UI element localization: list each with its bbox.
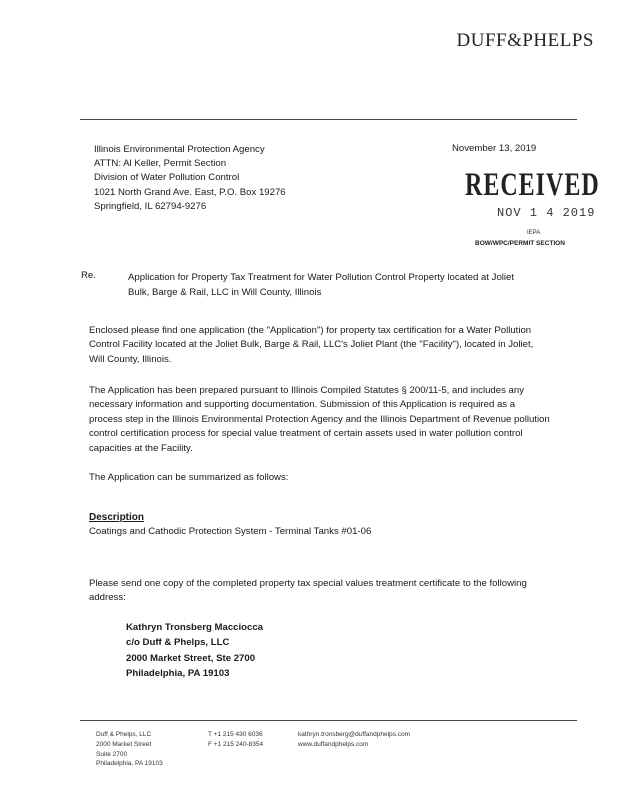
paragraph-prepared: The Application has been prepared pursuant to Illinois Compiled Statutes § 200/11-5, and includes any necessary information and supporting documentation. Submission of this Application is required as a process step in the Illinois Environmental Protection Agency and the Illinois Department of Revenue pollution control certification process for special value treatment of certain assets used in water pollution control capacities at the Facility. (89, 385, 550, 454)
address-line: Illinois Environmental Protection Agency (94, 144, 265, 155)
address-line: ATTN: Al Keller, Permit Section (94, 158, 227, 170)
re-subject: Application for Property Tax Treatment for Water Pollution Control Property located at Joliet Bulk, Barge & Rail, LLC in Will County, Illinois (128, 272, 515, 298)
send-to-line: Kathryn Tronsberg Macciocca (126, 622, 264, 633)
send-to-line: 2000 Market Street, Ste 2700 (126, 652, 256, 664)
footer-address (96, 730, 163, 769)
paragraph-send-request: Please send one copy of the completed property tax special values treatment certificate to the following address: (89, 578, 527, 604)
send-to-line: Philadelphia, PA 19103 (126, 667, 230, 679)
footer-line: Duff & Phelps, LLC (96, 731, 152, 738)
address-line: Springfield, IL 62794-9276 (94, 200, 207, 212)
send-to-line: c/o Duff & Phelps, LLC (126, 637, 230, 649)
received-stamp (465, 164, 605, 256)
footer-contacts (298, 730, 410, 750)
address-line: 1021 North Grand Ave. East, P.O. Box 19276 (94, 186, 286, 198)
footer-divider (80, 720, 577, 721)
description-text: Coatings and Cathodic Protection System - Terminal Tanks #01-06 (89, 526, 372, 537)
footer-line: 2000 Market Street (96, 740, 152, 748)
stamp-date: NOV 1 4 2019 (497, 206, 596, 220)
stamp-section: BOW/WPC/PERMIT SECTION (475, 240, 565, 247)
address-line: Division of Water Pollution Control (94, 172, 240, 184)
letter-date: November 13, 2019 (452, 143, 537, 154)
footer-phones (208, 730, 263, 750)
paragraph-enclosed: Enclosed please find one application (the "Application") for property tax certification for a Water Pollution Control Facility located at the Joliet Bulk, Barge & Rail, LLC's Joliet Plant (the "Facility"), located in Joliet, Will County, Illinois. (89, 325, 534, 365)
recipient-address (94, 143, 286, 214)
footer-line: kathryn.tronsberg@duffandphelps.com (298, 731, 410, 738)
paragraph-summary-intro: The Application can be summarized as follows: (89, 472, 289, 483)
footer-line: Suite 2700 (96, 750, 128, 758)
footer-line: Philadelphia, PA 19103 (96, 760, 163, 768)
re-label: Re. (81, 270, 96, 281)
stamp-received-text: RECEIVED (465, 168, 600, 204)
send-to-address (126, 620, 263, 681)
stamp-agency: IEPA (527, 230, 541, 236)
footer-line: T +1 215 430 6036 (208, 731, 263, 738)
footer-line: F +1 215 240-8354 (208, 740, 264, 748)
company-logo: DUFF&PHELPS (456, 30, 594, 51)
footer-line: www.duffandphelps.com (298, 740, 369, 748)
description-heading: Description (89, 512, 145, 523)
header-divider (80, 119, 577, 120)
